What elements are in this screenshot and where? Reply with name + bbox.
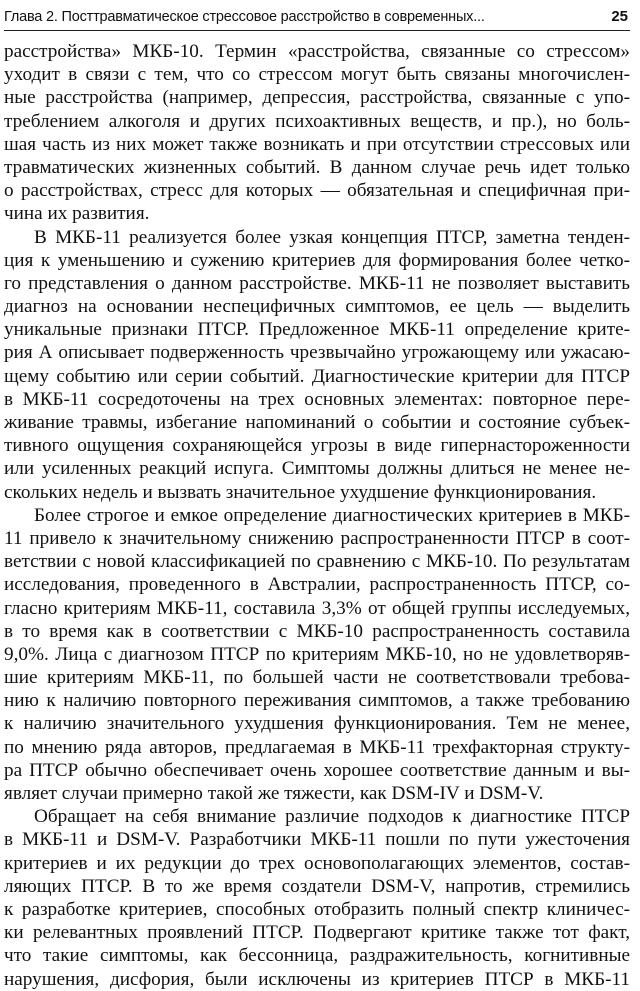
page-number: 25: [611, 8, 628, 25]
text-line: живание травмы, избегание напоминаний о событии и состояние субъек-: [4, 412, 630, 433]
text-line: ные расстройства (например, депрессия, расстройства, связанные с упо-: [4, 87, 630, 109]
text-line: или усиленных реакций испуга. Симптомы должны длиться не менее не-: [4, 458, 630, 480]
text-line: нарушения, дисфория, были исключены из критериев ПТСР в МКБ-11: [4, 968, 630, 990]
text-line: треблением алкоголя и других психоактивных веществ, и пр.), но боль-: [4, 110, 630, 132]
text-line: ция к уменьшению и сужению критериев для формирования более четко-: [4, 249, 630, 271]
text-line: о расстройствах, стресс для которых — обязательная и специфичная при-: [4, 180, 630, 202]
text-line: уникальные признаки ПТСР. Предложенное МКБ-11 определение крите-: [4, 319, 630, 341]
text-line: ляющих ПТСР. В то же время создатели DSM-V, напротив, стремились: [4, 875, 630, 897]
text-line: ра ПТСР обычно обеспечивает очень хорошее соответствие данным и вы-: [4, 759, 630, 781]
text-line: по мнению ряда авторов, предлагаемая в МКБ-11 трехфакторная структу-: [4, 736, 630, 758]
text-line: являет случаи примерно такой же тяжести, как DSM-IV и DSM-V.: [4, 783, 544, 804]
body-text: [4, 40, 630, 991]
text-line: исследования, проведенного в Австралии, распространенность ПТСР, со-: [4, 574, 630, 596]
text-line: нию к наличию повторного переживания симптомов, а также требованию: [4, 690, 630, 712]
chapter-title: Глава 2. Посттравматическое стрессовое расстройство в современных...: [4, 9, 485, 25]
text-line: 11 привело к значительному снижению распространенности ПТСР в соот-: [4, 527, 630, 549]
text-line: шая часть из них может также возникать и при отсутствии стрессовых или: [4, 133, 630, 155]
text-line: в МКБ-11 сосредоточены на трех основных элементах: повторное пере-: [4, 388, 630, 410]
text-line: щему событию или серии событий. Диагностические критерии для ПТСР: [4, 365, 630, 387]
text-line: к разработке критериев, способных отобразить полный спектр клиничес-: [4, 898, 630, 920]
text-line: ки релевантных проявлений ПТСР. Подвергают критике также тот факт,: [4, 922, 630, 944]
text-line: в то время как в соответствии с МКБ-10 распространенность составила: [4, 620, 630, 642]
text-line: что такие симптомы, как бессонница, раздражительность, когнитивные: [4, 945, 630, 967]
text-line: скольких недель и вызвать значительное ухудшение функционирования.: [4, 481, 597, 503]
running-header: [4, 4, 630, 31]
paragraph-1: [4, 40, 630, 226]
text-line: рия А описывает подверженность чрезвычайно угрожающему или ужасаю-: [4, 342, 630, 364]
text-line: ветствии с новой классификацией по сравнению с МКБ-10. По результатам: [4, 551, 630, 573]
text-line: травматических жизненных событий. В данном случае речь идет только: [4, 156, 630, 178]
text-line: 9,0%. Лица с диагнозом ПТСР по критериям МКБ-10, но не удовлетворяв-: [4, 643, 630, 665]
text-line: го представления о данном расстройстве. МКБ-11 не позволяет выставить: [4, 272, 630, 294]
text-line: к наличию значительного ухудшения функционирования. Тем не менее,: [4, 713, 630, 735]
text-line: уходит в связи с тем, что со стрессом могут быть связаны многочислен-: [4, 64, 630, 86]
text-line: Более строгое и емкое определение диагностических критериев в МКБ-: [34, 504, 630, 526]
text-line: в МКБ-11 и DSM-V. Разработчики МКБ-11 пошли по пути ужесточения: [4, 829, 630, 851]
text-line: шие критериям МКБ-11, по большей части не соответствовали требова-: [4, 667, 630, 689]
text-line: тивного ощущения сохраняющейся угрозы в виде гипернастороженности: [4, 435, 630, 457]
text-line: В МКБ-11 реализуется более узкая концепция ПТСР, заметна тенден-: [34, 226, 630, 248]
text-line: чина их развития.: [4, 203, 150, 225]
text-line: расстройства» МКБ-10. Термин «расстройства, связанные со стрессом»: [4, 41, 630, 62]
text-line: критериев и их редукции до трех основополагающих элементов, состав-: [4, 852, 630, 874]
text-line: гласно критериям МКБ-11, составила 3,3% от общей группы исследуемых,: [4, 597, 630, 619]
paragraph-3: [4, 504, 630, 805]
text-line: диагноз на основании неспецифичных симптомов, ее цель — выделить: [4, 296, 630, 318]
text-line: Обращает на себя внимание различие подходов к диагностике ПТСР: [34, 806, 630, 828]
paragraph-4: [4, 805, 630, 991]
paragraph-2: [4, 226, 630, 504]
